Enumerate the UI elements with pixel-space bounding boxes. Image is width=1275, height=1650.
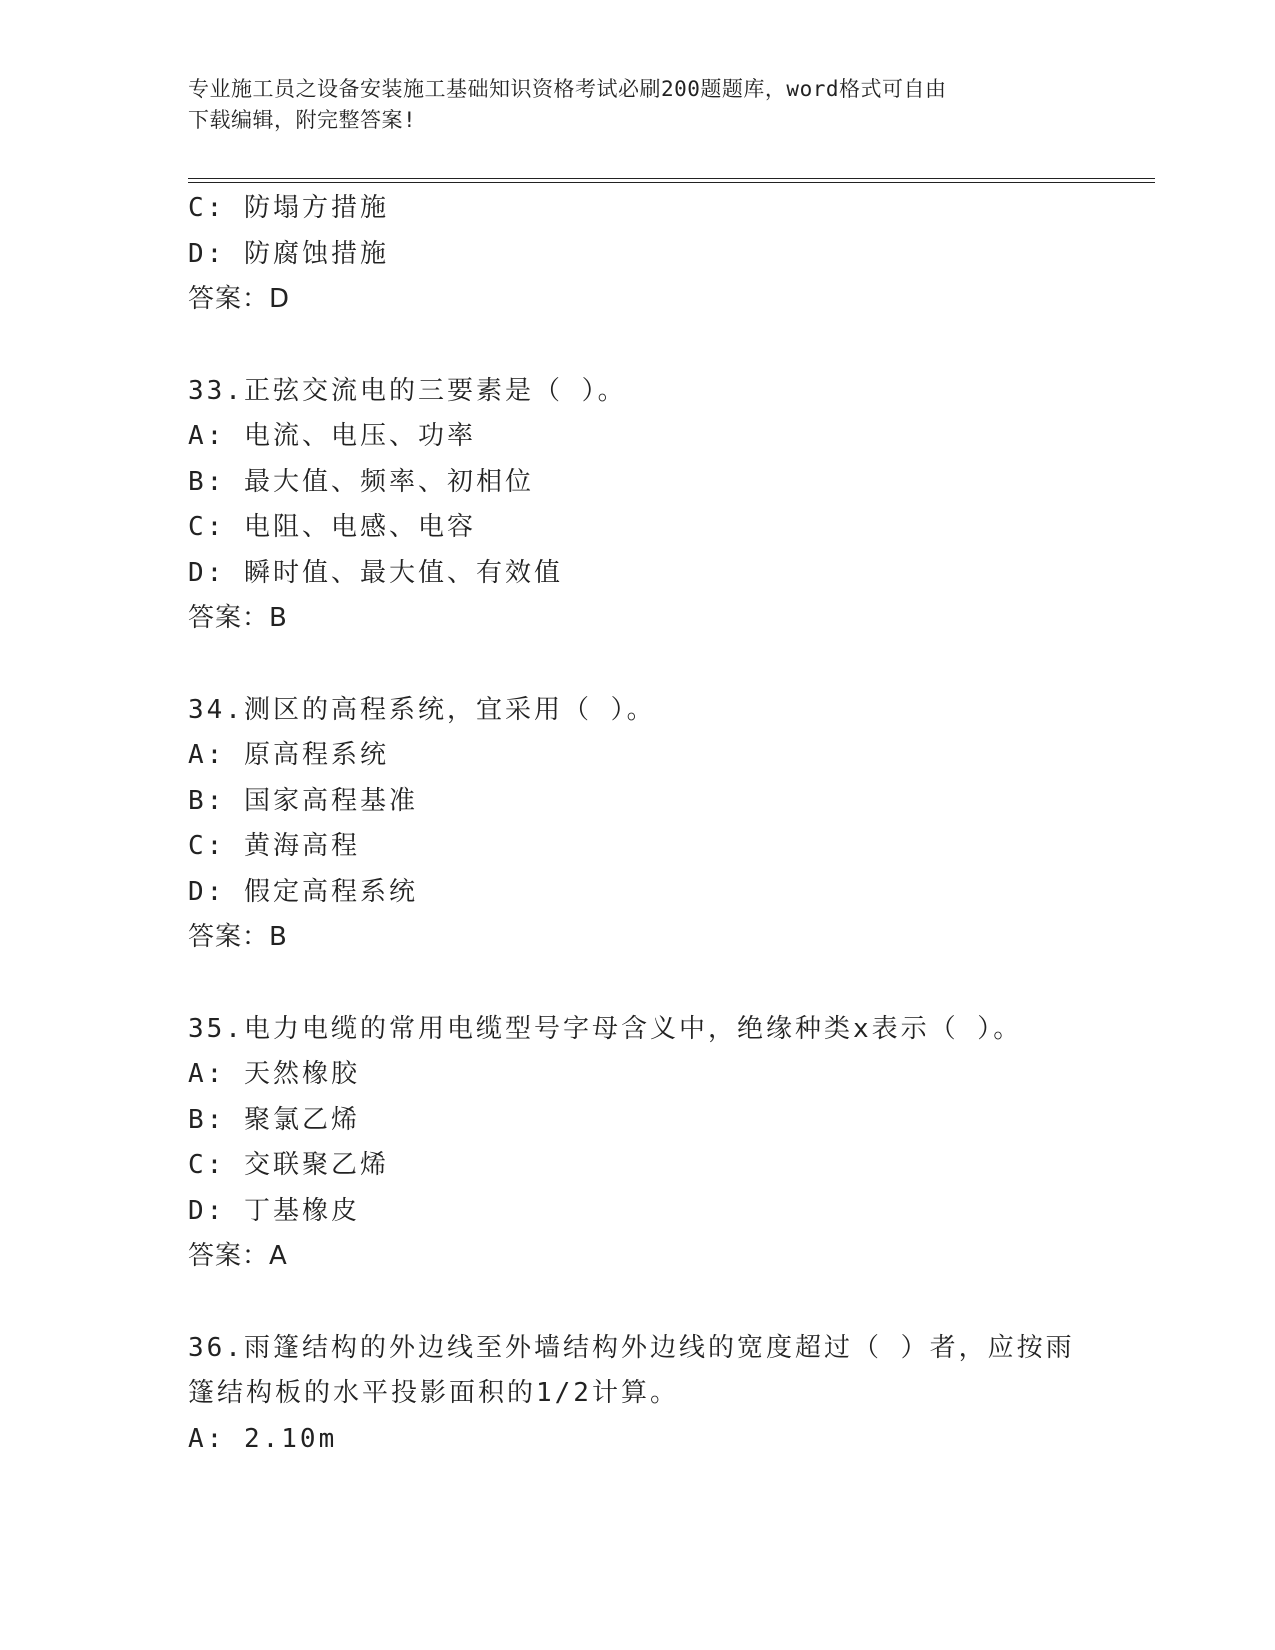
document-header	[188, 74, 1088, 136]
option-b: B: 最大值、频率、初相位	[188, 466, 534, 497]
spacer	[188, 642, 1088, 688]
answer: 答案：A	[188, 1241, 288, 1271]
question-text-line-1: 36.雨篷结构的外边线至外墙结构外边线的宽度超过（ ）者，应按雨	[188, 1332, 1075, 1363]
option-b: B: 国家高程基准	[188, 785, 418, 816]
option-b: B: 聚氯乙烯	[188, 1104, 360, 1135]
answer: 答案：D	[188, 284, 291, 314]
question-32-tail	[188, 186, 1088, 323]
question-text: 34.测区的高程系统，宜采用（ ）。	[188, 694, 656, 725]
option-c: C: 电阻、电感、电容	[188, 512, 476, 542]
option-c: C: 交联聚乙烯	[188, 1150, 389, 1180]
option-a: A: 原高程系统	[188, 740, 389, 770]
question-text-line-2: 篷结构板的水平投影面积的1/2计算。	[188, 1378, 679, 1408]
option-d: D: 防腐蚀措施	[188, 238, 389, 269]
option-a: A: 2.10m	[188, 1423, 338, 1454]
option-d: D: 瞬时值、最大值、有效值	[188, 557, 563, 588]
question-text: 33.正弦交流电的三要素是（ ）。	[188, 375, 627, 406]
option-a: A: 天然橡胶	[188, 1059, 360, 1089]
question-text: 35.电力电缆的常用电缆型号字母含义中，绝缘种类x表示（ ）。	[188, 1013, 1023, 1044]
question-list	[188, 186, 1088, 1462]
header-divider	[188, 178, 1155, 183]
question-36	[188, 1326, 1088, 1463]
spacer	[188, 323, 1088, 369]
question-33	[188, 369, 1088, 642]
option-c: C: 黄海高程	[188, 831, 360, 861]
option-c: C: 防塌方措施	[188, 193, 389, 223]
spacer	[188, 961, 1088, 1007]
option-d: D: 假定高程系统	[188, 876, 418, 907]
answer: 答案：B	[188, 603, 288, 633]
option-a: A: 电流、电压、功率	[188, 421, 476, 451]
question-34	[188, 688, 1088, 961]
option-d: D: 丁基橡皮	[188, 1195, 360, 1226]
spacer	[188, 1280, 1088, 1326]
header-line-2: 下载编辑，附完整答案!	[188, 108, 417, 132]
answer: 答案：B	[188, 922, 288, 952]
header-line-1: 专业施工员之设备安装施工基础知识资格考试必刷200题题库，word格式可自由	[188, 77, 947, 101]
question-35	[188, 1007, 1088, 1280]
